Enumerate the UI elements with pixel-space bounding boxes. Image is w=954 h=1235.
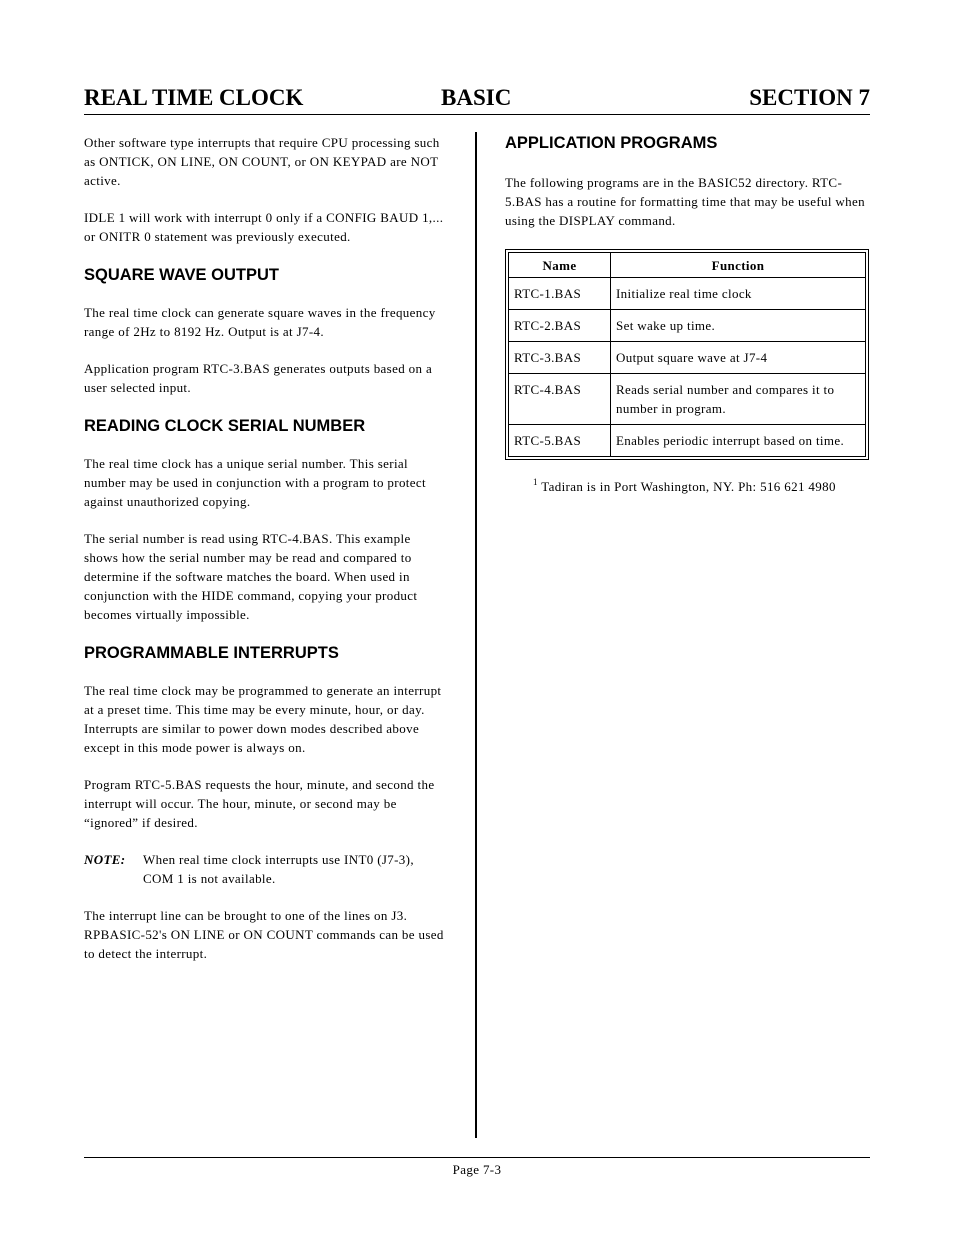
program-name-cell: RTC-4.BAS (509, 374, 611, 425)
interrupts-paragraph-1: The real time clock may be programmed to generate an interrupt at a preset time. This time may be every minute, hour, or day. Interrupts are similar to power down modes described above except in this mode power is always on. (84, 683, 442, 755)
table-header-row (509, 253, 866, 278)
program-function-cell: Output square wave at J7-4 (611, 342, 866, 374)
heading-serial-number: READING CLOCK SERIAL NUMBER (84, 417, 366, 435)
heading-programmable-interrupts: PROGRAMMABLE INTERRUPTS (84, 644, 339, 662)
header-title-center: BASIC (441, 85, 512, 110)
heading-application-programs: APPLICATION PROGRAMS (505, 134, 718, 152)
note-block (84, 850, 446, 888)
intro-paragraph-2: IDLE 1 will work with interrupt 0 only if a CONFIG BAUD 1,... or ONITR 0 statement was previously executed. (84, 210, 444, 244)
program-name-cell: RTC-5.BAS (509, 425, 611, 457)
program-function-cell: Enables periodic interrupt based on time. (611, 425, 866, 457)
note-label: NOTE: (84, 852, 126, 867)
programs-table-frame (505, 249, 869, 460)
page-number: Page 7-3 (452, 1162, 502, 1177)
column-header-function: Function (611, 253, 866, 278)
square-wave-paragraph-1: The real time clock can generate square waves in the frequency range of 2Hz to 8192 Hz. Output is at J7-4. (84, 305, 436, 339)
square-wave-paragraph-2: Application program RTC-3.BAS generates outputs based on a user selected input. (84, 361, 433, 395)
right-column (505, 132, 869, 496)
program-name-cell: RTC-2.BAS (509, 310, 611, 342)
program-name-cell: RTC-3.BAS (509, 342, 611, 374)
table-row (509, 374, 866, 425)
footnote-marker: 1 (533, 477, 538, 487)
header-section-label: SECTION 7 (749, 85, 870, 110)
interrupts-paragraph-3: The interrupt line can be brought to one of the lines on J3. RPBASIC-52's ON LINE or ON COUNT commands can be used to detect the interrupt. (84, 908, 444, 961)
column-divider (475, 132, 477, 1138)
table-row (509, 278, 866, 310)
program-function-cell: Initialize real time clock (611, 278, 866, 310)
serial-number-paragraph-2: The serial number is read using RTC-4.BAS. This example shows how the serial number may be read and compared to determine if the software matches the board. When used in conjunction with the HIDE command, copying your product becomes virtually impossible. (84, 531, 418, 622)
serial-number-paragraph-1: The real time clock has a unique serial number. This serial number may be used in conjunction with a program to protect against unauthorized copying. (84, 456, 426, 509)
page-header (84, 84, 870, 115)
footnote-text: Tadiran is in Port Washington, NY. Ph: 516 621 4980 (541, 479, 836, 494)
header-title-left: REAL TIME CLOCK (84, 85, 304, 110)
program-function-cell: Set wake up time. (611, 310, 866, 342)
table-row (509, 425, 866, 457)
left-column (84, 133, 446, 963)
table-row (509, 342, 866, 374)
note-text: When real time clock interrupts use INT0 (J7-3), COM 1 is not available. (143, 852, 414, 886)
column-header-name: Name (509, 253, 611, 278)
table-row (509, 310, 866, 342)
application-programs-intro: The following programs are in the BASIC52 directory. RTC-5.BAS has a routine for formatting time that may be useful when using the DISPLAY command. (505, 175, 865, 228)
interrupts-paragraph-2: Program RTC-5.BAS requests the hour, minute, and second the interrupt will occur. The hour, minute, or second may be “ignored” if desired. (84, 777, 435, 830)
footer-rule (84, 1157, 870, 1158)
heading-square-wave: SQUARE WAVE OUTPUT (84, 266, 279, 284)
programs-table (508, 252, 866, 457)
program-name-cell: RTC-1.BAS (509, 278, 611, 310)
program-function-cell: Reads serial number and compares it to number in program. (611, 374, 866, 425)
footnote (505, 477, 869, 496)
intro-paragraph-1: Other software type interrupts that require CPU processing such as ONTICK, ON LINE, ON COUNT, or ON KEYPAD are NOT active. (84, 135, 440, 188)
